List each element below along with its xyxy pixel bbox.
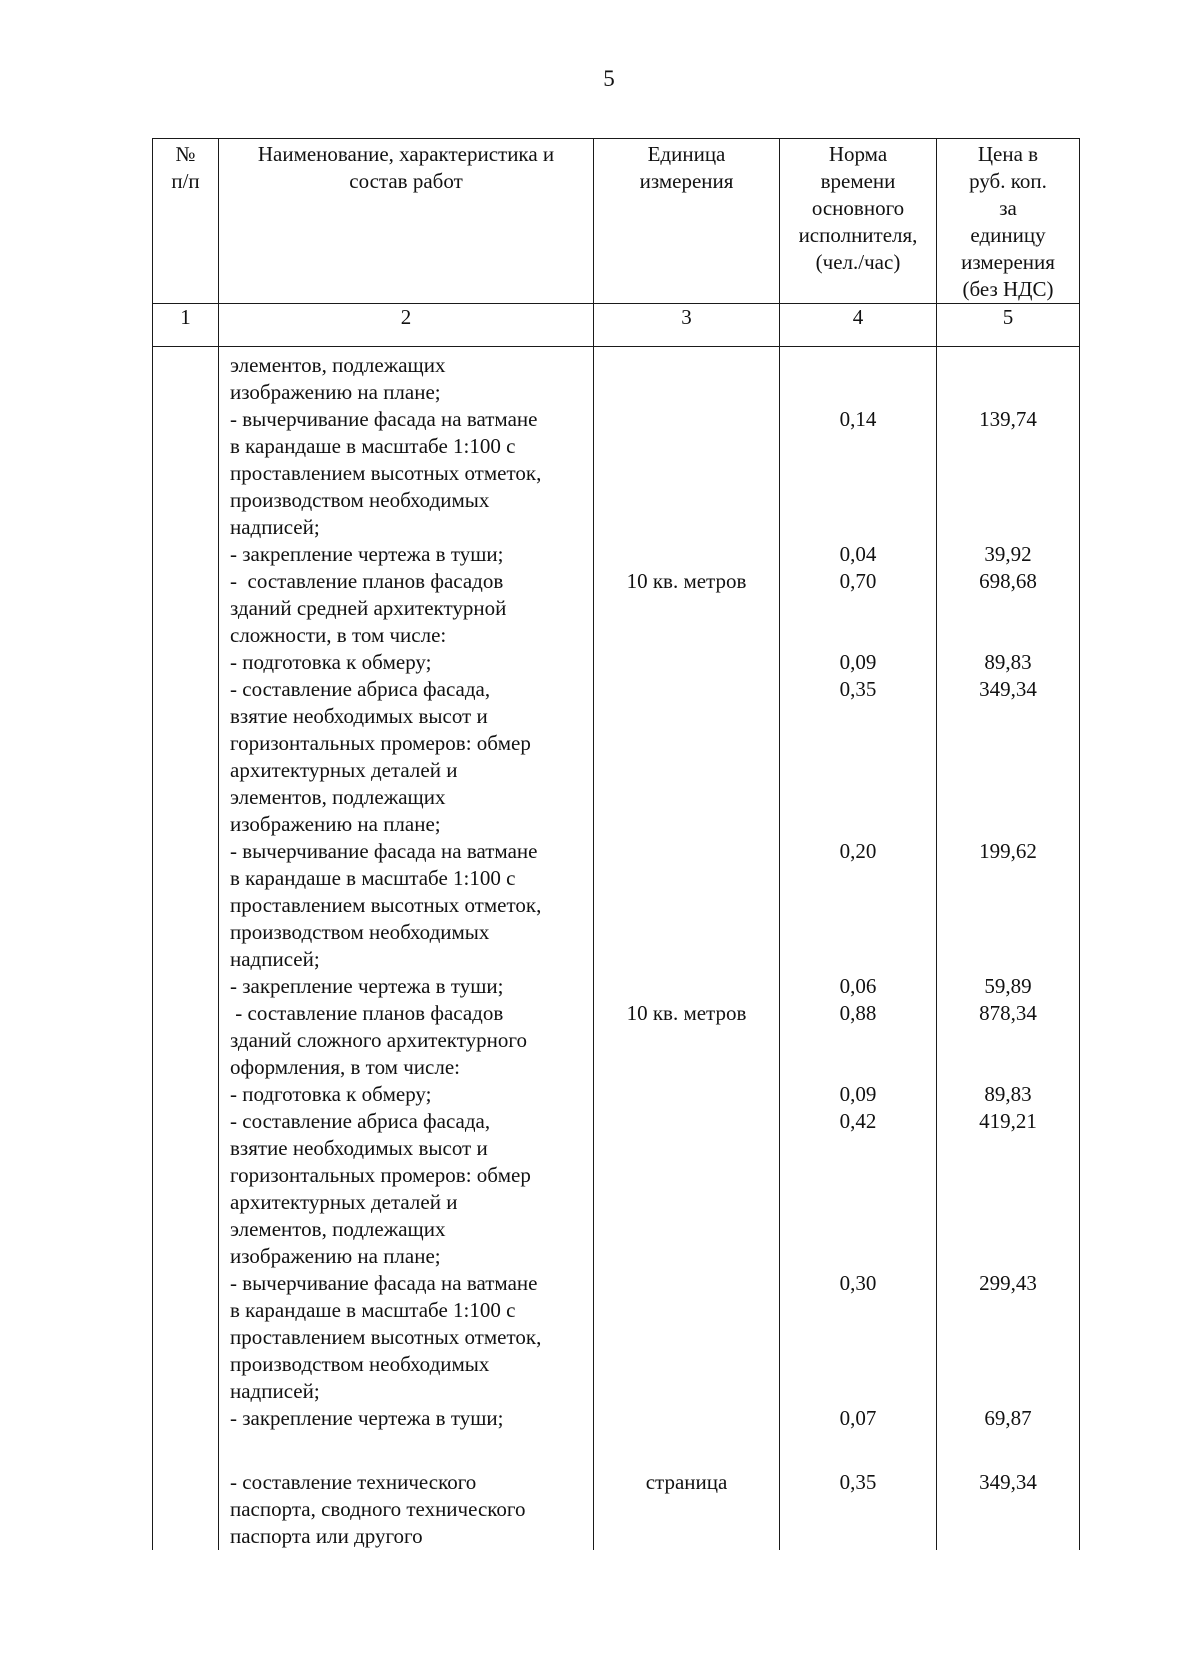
description-line: надписей; <box>230 947 320 971</box>
description-line: элементов, подлежащих <box>230 1217 446 1241</box>
description-line: в карандаше в масштабе 1:100 с <box>230 866 516 890</box>
price-value: 419,21 <box>979 1109 1037 1133</box>
column-number: 2 <box>219 304 594 347</box>
price-value: 89,83 <box>984 650 1032 674</box>
description-line: производством необходимых <box>230 920 490 944</box>
description-line: архитектурных деталей и <box>230 1190 458 1214</box>
description-line: в карандаше в масштабе 1:100 с <box>230 1298 516 1322</box>
rates-table <box>152 138 1080 1550</box>
description-line: - закрепление чертежа в туши; <box>230 974 504 998</box>
header-norm: Норма времени основного исполнителя, (чел./час) <box>780 139 937 304</box>
price-value: 39,92 <box>984 542 1032 566</box>
description-line: в карандаше в масштабе 1:100 с <box>230 434 516 458</box>
norm-value: 0,70 <box>839 569 877 593</box>
description-line: изображению на плане; <box>230 1244 441 1268</box>
price-value: 199,62 <box>979 839 1037 863</box>
description-line: - составление абриса фасада, <box>230 677 491 701</box>
cell-norm <box>780 347 937 1551</box>
header-price: Цена в руб. коп. за единицу измерения (без НДС) <box>937 139 1080 304</box>
table-header-row <box>153 139 1080 304</box>
norm-value: 0,30 <box>839 1271 877 1295</box>
norm-value: 0,14 <box>839 407 877 431</box>
description-line: - вычерчивание фасада на ватмане <box>230 839 538 863</box>
description-line: взятие необходимых высот и <box>230 1136 488 1160</box>
description-line: горизонтальных промеров: обмер <box>230 731 531 755</box>
norm-value: 0,88 <box>839 1001 877 1025</box>
cell-description <box>219 347 594 1551</box>
description-line: горизонтальных промеров: обмер <box>230 1163 531 1187</box>
unit-value: страница <box>645 1470 728 1494</box>
header-unit: Единица измерения <box>594 139 780 304</box>
price-value: 139,74 <box>979 407 1037 431</box>
price-value: 698,68 <box>979 569 1037 593</box>
description-line: надписей; <box>230 515 320 539</box>
description-line: элементов, подлежащих <box>230 785 446 809</box>
column-number: 1 <box>153 304 219 347</box>
description-line: - подготовка к обмеру; <box>230 650 432 674</box>
description-line: - вычерчивание фасада на ватмане <box>230 1271 538 1295</box>
column-number: 3 <box>594 304 780 347</box>
header-number: № п/п <box>153 139 219 304</box>
norm-value: 0,20 <box>839 839 877 863</box>
norm-value: 0,09 <box>839 1082 877 1106</box>
description-line: проставлением высотных отметок, <box>230 461 542 485</box>
description-line: - подготовка к обмеру; <box>230 1082 432 1106</box>
cell-number <box>153 347 219 1551</box>
description-line: - составление абриса фасада, <box>230 1109 491 1133</box>
description-line: проставлением высотных отметок, <box>230 893 542 917</box>
price-value: 59,89 <box>984 974 1032 998</box>
norm-value: 0,35 <box>839 1470 877 1494</box>
description-line: производством необходимых <box>230 488 490 512</box>
cell-unit <box>594 347 780 1551</box>
price-value: 349,34 <box>979 1470 1037 1494</box>
description-line: - составление технического <box>230 1470 477 1494</box>
description-line: паспорта, сводного технического <box>230 1497 526 1521</box>
norm-value: 0,42 <box>839 1109 877 1133</box>
description-line: зданий средней архитектурной <box>230 596 507 620</box>
cell-price <box>937 347 1080 1551</box>
description-line: - закрепление чертежа в туши; <box>230 542 504 566</box>
norm-value: 0,04 <box>839 542 877 566</box>
description-line: надписей; <box>230 1379 320 1403</box>
description-line: взятие необходимых высот и <box>230 704 488 728</box>
description-line: - составление планов фасадов <box>230 1001 504 1025</box>
description-line: зданий сложного архитектурного <box>230 1028 527 1052</box>
price-value: 69,87 <box>984 1406 1032 1430</box>
table-row <box>153 347 1080 1551</box>
price-value: 299,43 <box>979 1271 1037 1295</box>
price-value: 89,83 <box>984 1082 1032 1106</box>
description-line: - вычерчивание фасада на ватмане <box>230 407 538 431</box>
unit-value: 10 кв. метров <box>626 1001 747 1025</box>
description-line: - закрепление чертежа в туши; <box>230 1406 504 1430</box>
column-number: 5 <box>937 304 1080 347</box>
price-value: 349,34 <box>979 677 1037 701</box>
norm-value: 0,09 <box>839 650 877 674</box>
norm-value: 0,06 <box>839 974 877 998</box>
description-line <box>230 1432 593 1469</box>
page-number: 5 <box>603 66 615 91</box>
description-line: изображению на плане; <box>230 380 441 404</box>
description-line: изображению на плане; <box>230 812 441 836</box>
column-numbers-row <box>153 304 1080 347</box>
description-line: проставлением высотных отметок, <box>230 1325 542 1349</box>
column-number: 4 <box>780 304 937 347</box>
description-line: паспорта или другого <box>230 1524 423 1548</box>
description-line: - составление планов фасадов <box>230 569 504 593</box>
norm-value: 0,35 <box>839 677 877 701</box>
description-line: производством необходимых <box>230 1352 490 1376</box>
description-line: элементов, подлежащих <box>230 353 446 377</box>
header-name: Наименование, характеристика и состав работ <box>219 139 594 304</box>
description-line: архитектурных деталей и <box>230 758 458 782</box>
unit-value: 10 кв. метров <box>626 569 747 593</box>
price-value: 878,34 <box>979 1001 1037 1025</box>
description-line: сложности, в том числе: <box>230 623 447 647</box>
norm-value: 0,07 <box>839 1406 877 1430</box>
description-line: оформления, в том числе: <box>230 1055 460 1079</box>
